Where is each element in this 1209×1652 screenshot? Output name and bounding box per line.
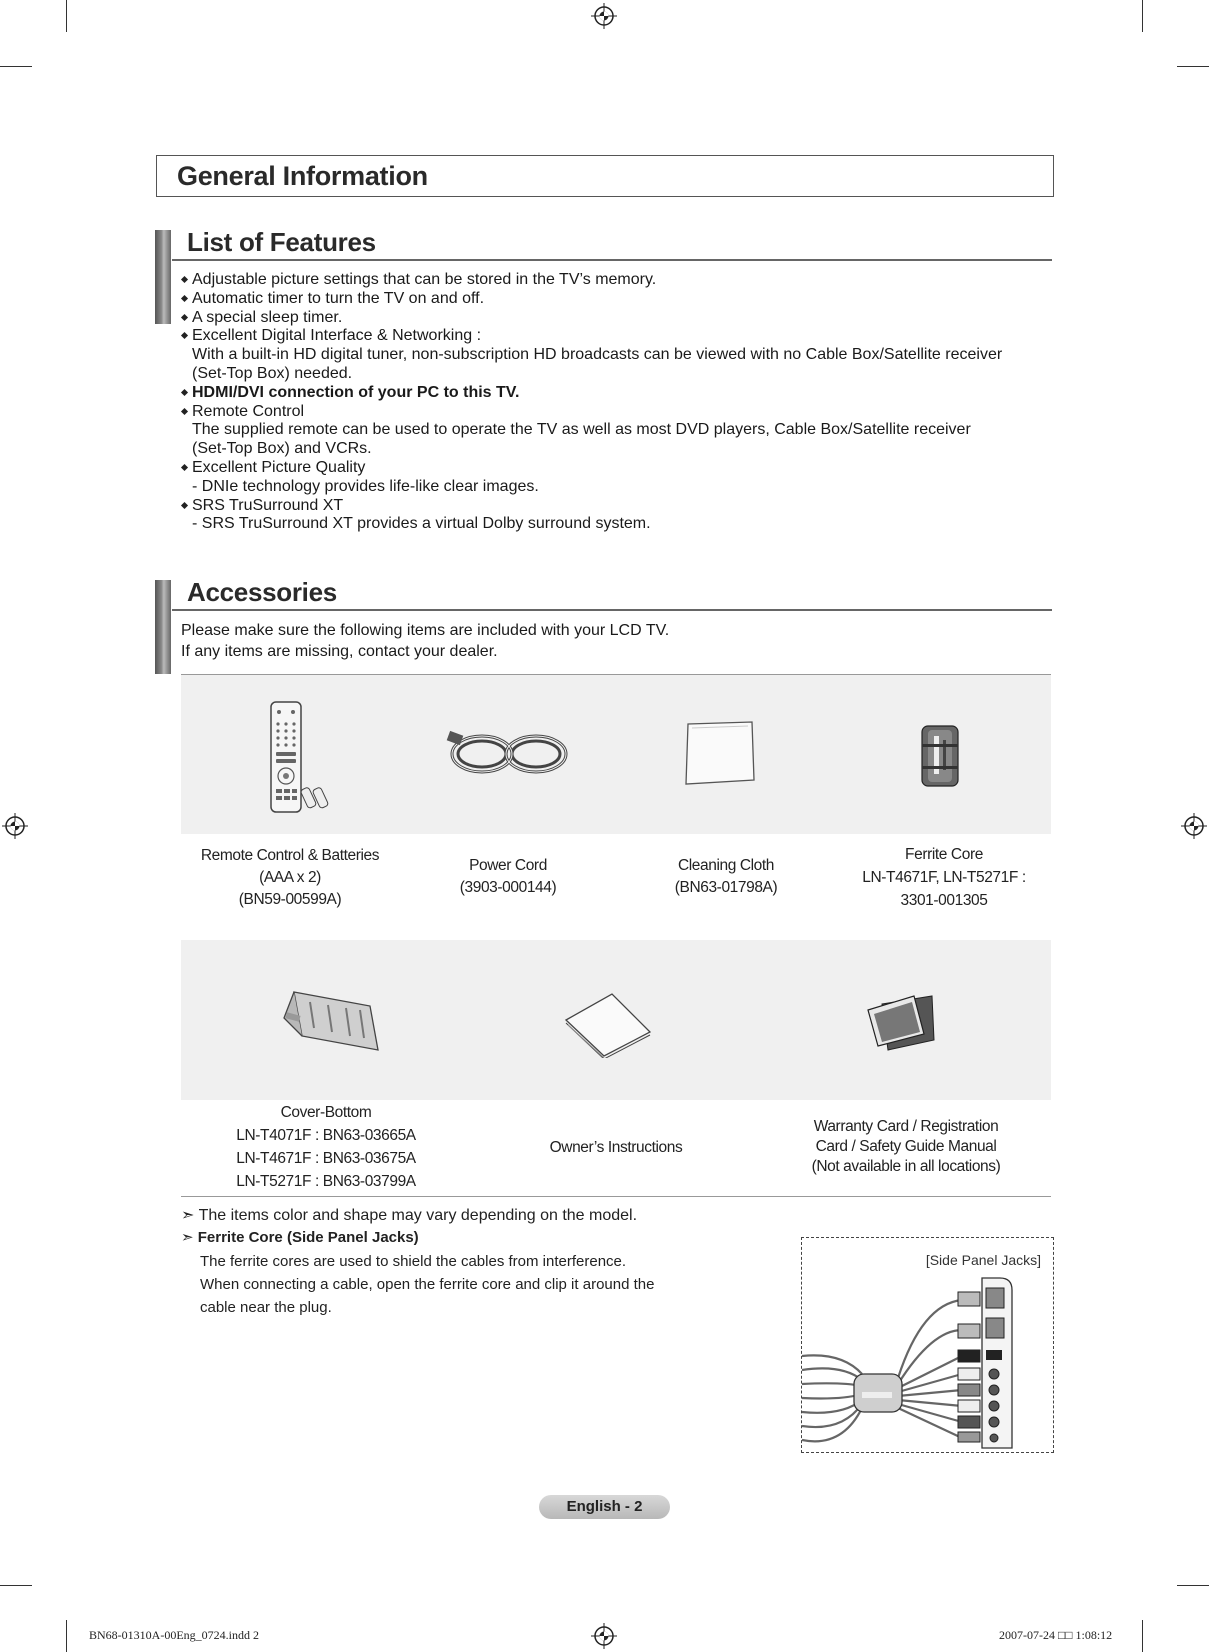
caption-line: Owner’s Instructions [549, 1139, 683, 1156]
features-list [180, 271, 1060, 534]
caption-line: 3301-001305 [900, 892, 988, 909]
accessory-caption [181, 845, 399, 911]
feature-item: HDMI/DVI connection of your PC to this TV. [180, 384, 1060, 403]
caption-line: LN-T4671F, LN-T5271F : [862, 869, 1026, 886]
caption-line: LN-T4671F : BN63-03675A [236, 1150, 416, 1167]
crop-mark [66, 1620, 67, 1652]
caption-line: (BN59-00599A) [238, 891, 342, 908]
caption-line: Cover-Bottom [280, 1104, 372, 1121]
caption-line: Remote Control & Batteries [200, 847, 380, 864]
feature-item: Remote Control [180, 403, 1060, 422]
feature-item: Adjustable picture settings that can be stored in the TV’s memory. [180, 271, 1060, 290]
side-panel-label: [Side Panel Jacks] [925, 1252, 1041, 1268]
registration-mark-icon [591, 3, 617, 29]
feature-item: Excellent Picture Quality [180, 459, 1060, 478]
note-ferrite-title [181, 1228, 419, 1246]
crop-mark [0, 1585, 32, 1586]
caption-line: Warranty Card / Registration [813, 1118, 999, 1135]
note-title: Ferrite Core (Side Panel Jacks) [197, 1229, 419, 1246]
note-text: The items color and shape may vary depending on the model. [198, 1207, 638, 1224]
accessories-intro [181, 620, 669, 662]
cleaning-cloth-icon [682, 720, 758, 786]
registration-mark-icon [2, 813, 28, 839]
page-title-box [156, 155, 1054, 197]
caption-line: Ferrite Core [905, 846, 983, 863]
section-bar [155, 230, 171, 324]
section-rule [172, 259, 1052, 261]
page-number: English - 2 [539, 1495, 670, 1519]
feature-item: A special sleep timer. [180, 309, 1060, 328]
footer-timestamp: 2007-07-24 □□ 1:08:12 [999, 1628, 1113, 1642]
accessory-caption [617, 855, 835, 899]
crop-mark [66, 0, 67, 32]
feature-detail: - SRS TruSurround XT provides a virtual Dolby surround system. [192, 515, 651, 533]
note-arrow-icon: ➣ [181, 1229, 194, 1246]
accessory-caption [471, 1137, 761, 1159]
feature-item: SRS TruSurround XT [180, 497, 1060, 516]
manual-icon [562, 990, 654, 1058]
caption-line: LN-T4071F : BN63-03665A [236, 1127, 416, 1144]
feature-detail: With a built-in HD digital tuner, non-subscription HD broadcasts can be viewed with no Cable Box/Satellite receiver [192, 346, 1003, 364]
footer-file-info: BN68-01310A-00Eng_0724.indd 2 [89, 1628, 259, 1642]
registration-mark-icon [591, 1623, 617, 1649]
note-line: When connecting a cable, open the ferrite core and clip it around the [200, 1276, 655, 1293]
intro-line: Please make sure the following items are included with your LCD TV. [181, 622, 670, 639]
note-arrow-icon: ➣ [181, 1207, 195, 1224]
accessories-heading: Accessories [187, 577, 337, 607]
feature-item: Automatic timer to turn the TV on and off. [180, 290, 1060, 309]
crop-mark [1177, 66, 1209, 67]
remote-control-icon [268, 700, 338, 815]
accessory-caption [761, 1117, 1051, 1177]
crop-mark [0, 66, 32, 67]
caption-line: Cleaning Cloth [677, 857, 775, 874]
ferrite-core-icon [918, 722, 962, 790]
caption-line: Card / Safety Guide Manual [815, 1138, 997, 1155]
divider [181, 1196, 1051, 1197]
page-title: General Information [177, 161, 428, 191]
caption-line: (3903-000144) [459, 879, 557, 896]
crop-mark [1142, 1620, 1143, 1652]
crop-mark [1177, 1585, 1209, 1586]
warranty-card-icon [866, 990, 938, 1052]
intro-line: If any items are missing, contact your dealer. [181, 643, 498, 660]
cover-bottom-icon [280, 988, 385, 1056]
feature-detail: (Set-Top Box) needed. [192, 364, 353, 382]
note-line: cable near the plug. [200, 1299, 332, 1316]
note-color-shape [181, 1205, 637, 1225]
power-cord-icon [446, 725, 572, 783]
feature-detail: The supplied remote can be used to operate the TV as well as most DVD players, Cable Box/Satellite receiver [192, 421, 971, 439]
section-rule [172, 609, 1052, 611]
feature-item: Excellent Digital Interface & Networking : [180, 327, 1060, 346]
note-line: The ferrite cores are used to shield the cables from interference. [200, 1253, 627, 1270]
crop-mark [1142, 0, 1143, 32]
accessory-caption [181, 1101, 471, 1193]
accessory-caption [835, 843, 1053, 912]
note-ferrite-body [200, 1250, 654, 1319]
accessory-caption [399, 855, 617, 899]
caption-line: (AAA x 2) [259, 869, 321, 886]
section-bar [155, 580, 171, 674]
caption-line: LN-T5271F : BN63-03799A [236, 1173, 416, 1190]
feature-detail: (Set-Top Box) and VCRs. [192, 440, 372, 458]
side-panel-jacks-icon [802, 1274, 1052, 1452]
features-heading: List of Features [187, 227, 376, 257]
registration-mark-icon [1181, 813, 1207, 839]
caption-line: (Not available in all locations) [811, 1158, 1001, 1175]
side-panel-illustration [801, 1237, 1054, 1453]
caption-line: Power Cord [469, 857, 547, 874]
feature-detail: - DNIe technology provides life-like clear images. [192, 477, 539, 495]
caption-line: (BN63-01798A) [674, 879, 778, 896]
